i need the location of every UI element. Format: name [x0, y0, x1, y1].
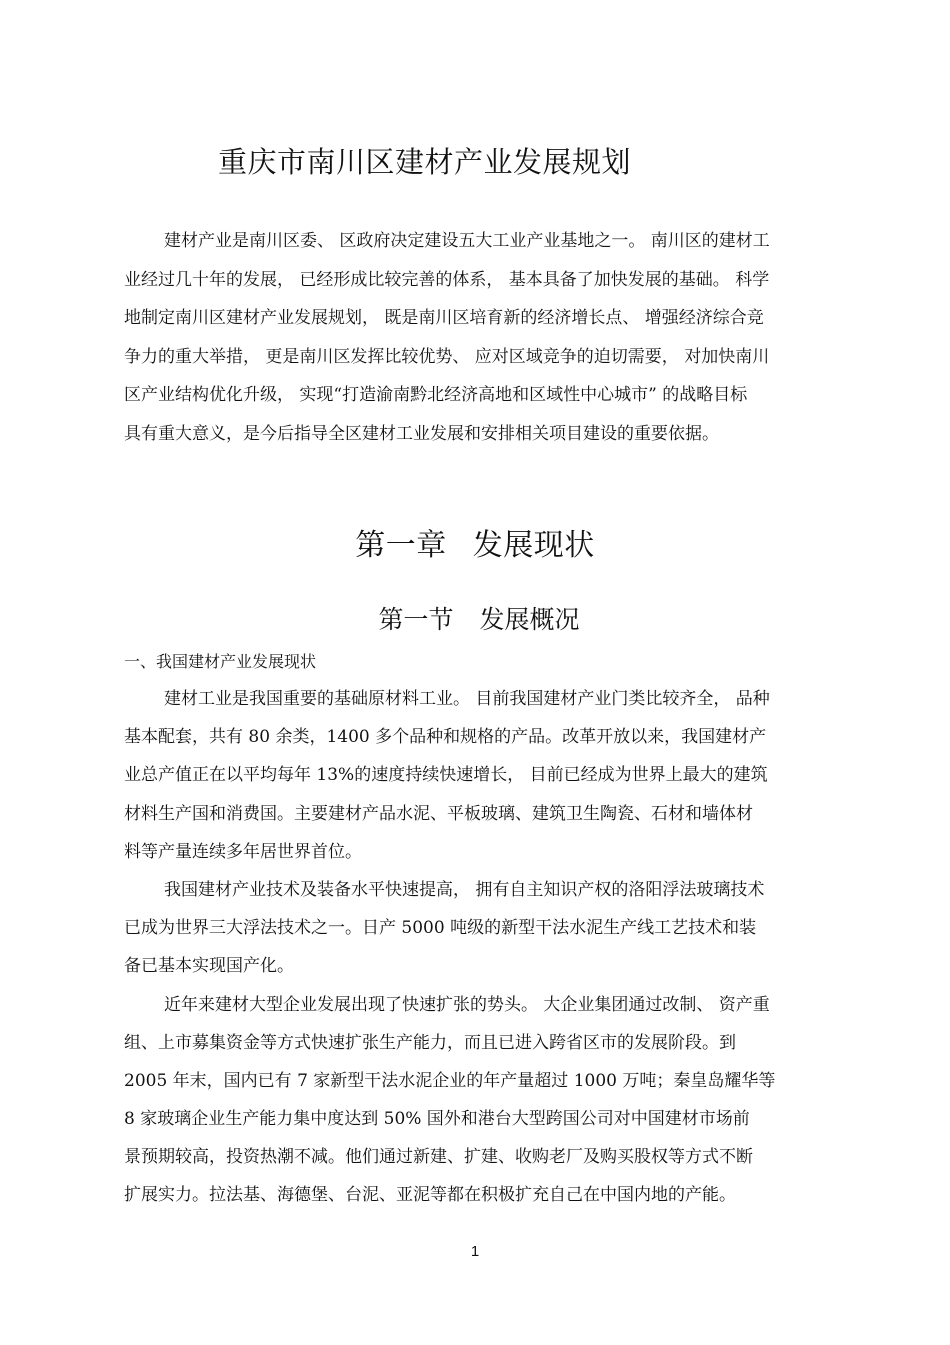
text-line: 8 家玻璃企业生产能力集中度达到 50% 国外和港台大型跨国公司对中国建材市场前 — [124, 1109, 750, 1130]
chapter-number: 第一章 — [355, 528, 447, 563]
text-line: 材料生产国和消费国。主要建材产品水泥、平板玻璃、建筑卫生陶瓷、石材和墙体材 — [124, 803, 753, 824]
section-heading — [0, 600, 950, 636]
text-line: 组、上市募集资金等方式快速扩张生产能力，而且已进入跨省区市的发展阶段。到 — [124, 1032, 736, 1053]
text-line: 基本配套，共有 80 余类，1400 多个品种和规格的产品。改革开放以来，我国建材产 — [124, 727, 767, 748]
document-title: 重庆市南川区建材产业发展规划 — [218, 145, 632, 179]
text-line: 地制定南川区建材产业发展规划， 既是南川区培育新的经济增长点、 增强经济综合竞 — [124, 308, 764, 328]
text-line: 扩展实力。拉法基、海德堡、台泥、亚泥等都在积极扩充自己在中国内地的产能。 — [124, 1185, 736, 1206]
text-line: 建材工业是我国重要的基础原材料工业。 目前我国建材产业门类比较齐全， 品种 — [164, 689, 770, 709]
text-line: 业经过几十年的发展， 已经形成比较完善的体系， 基本具备了加快发展的基础。 科学 — [124, 269, 770, 290]
section-title: 发展概况 — [479, 605, 580, 634]
text-line: 争力的重大举措， 更是南川区发挥比较优势、 应对区域竞争的迫切需要， 对加快南川 — [124, 346, 770, 367]
chapter-heading — [0, 520, 950, 564]
paragraph-3 — [124, 986, 828, 1215]
text-line: 已成为世界三大浮法技术之一。日产 5000 吨级的新型干法水泥生产线工艺技术和装 — [124, 918, 757, 939]
body-text — [124, 644, 828, 1215]
text-line: 区产业结构优化升级， 实现“打造渝南黔北经济高地和区域性中心城市” 的战略目标 — [124, 385, 748, 405]
text-line: 备已基本实现国产化。 — [124, 956, 294, 977]
text-line: 我国建材产业技术及装备水平快速提高， 拥有自主知识产权的洛阳浮法玻璃技术 — [164, 879, 765, 900]
intro-paragraph — [124, 222, 828, 453]
text-line: 2005 年末，国内已有 7 家新型干法水泥企业的年产量超过 1000 万吨；秦皇岛耀华等 — [124, 1070, 776, 1091]
subheading: 一、我国建材产业发展现状 — [124, 652, 317, 671]
text-line: 业总产值正在以平均每年 13%的速度持续快速增长， 目前已经成为世界上最大的建筑 — [124, 765, 768, 786]
chapter-title: 发展现状 — [472, 528, 595, 563]
text-line: 料等产量连续多年居世界首位。 — [124, 841, 362, 862]
text-line: 建材产业是南川区委、 区政府决定建设五大工业产业基地之一。 南川区的建材工 — [164, 231, 770, 251]
paragraph-2 — [124, 871, 828, 986]
page-number: 1 — [470, 1243, 480, 1260]
paragraph-1 — [124, 680, 828, 871]
text-line: 近年来建材大型企业发展出现了快速扩张的势头。 大企业集团通过改制、 资产重 — [164, 994, 770, 1015]
text-line: 具有重大意义，是今后指导全区建材工业发展和安排相关项目建设的重要依据。 — [124, 423, 719, 444]
section-number: 第一节 — [378, 605, 454, 634]
text-line: 景预期较高，投资热潮不减。他们通过新建、扩建、收购老厂及购买股权等方式不断 — [124, 1147, 753, 1168]
